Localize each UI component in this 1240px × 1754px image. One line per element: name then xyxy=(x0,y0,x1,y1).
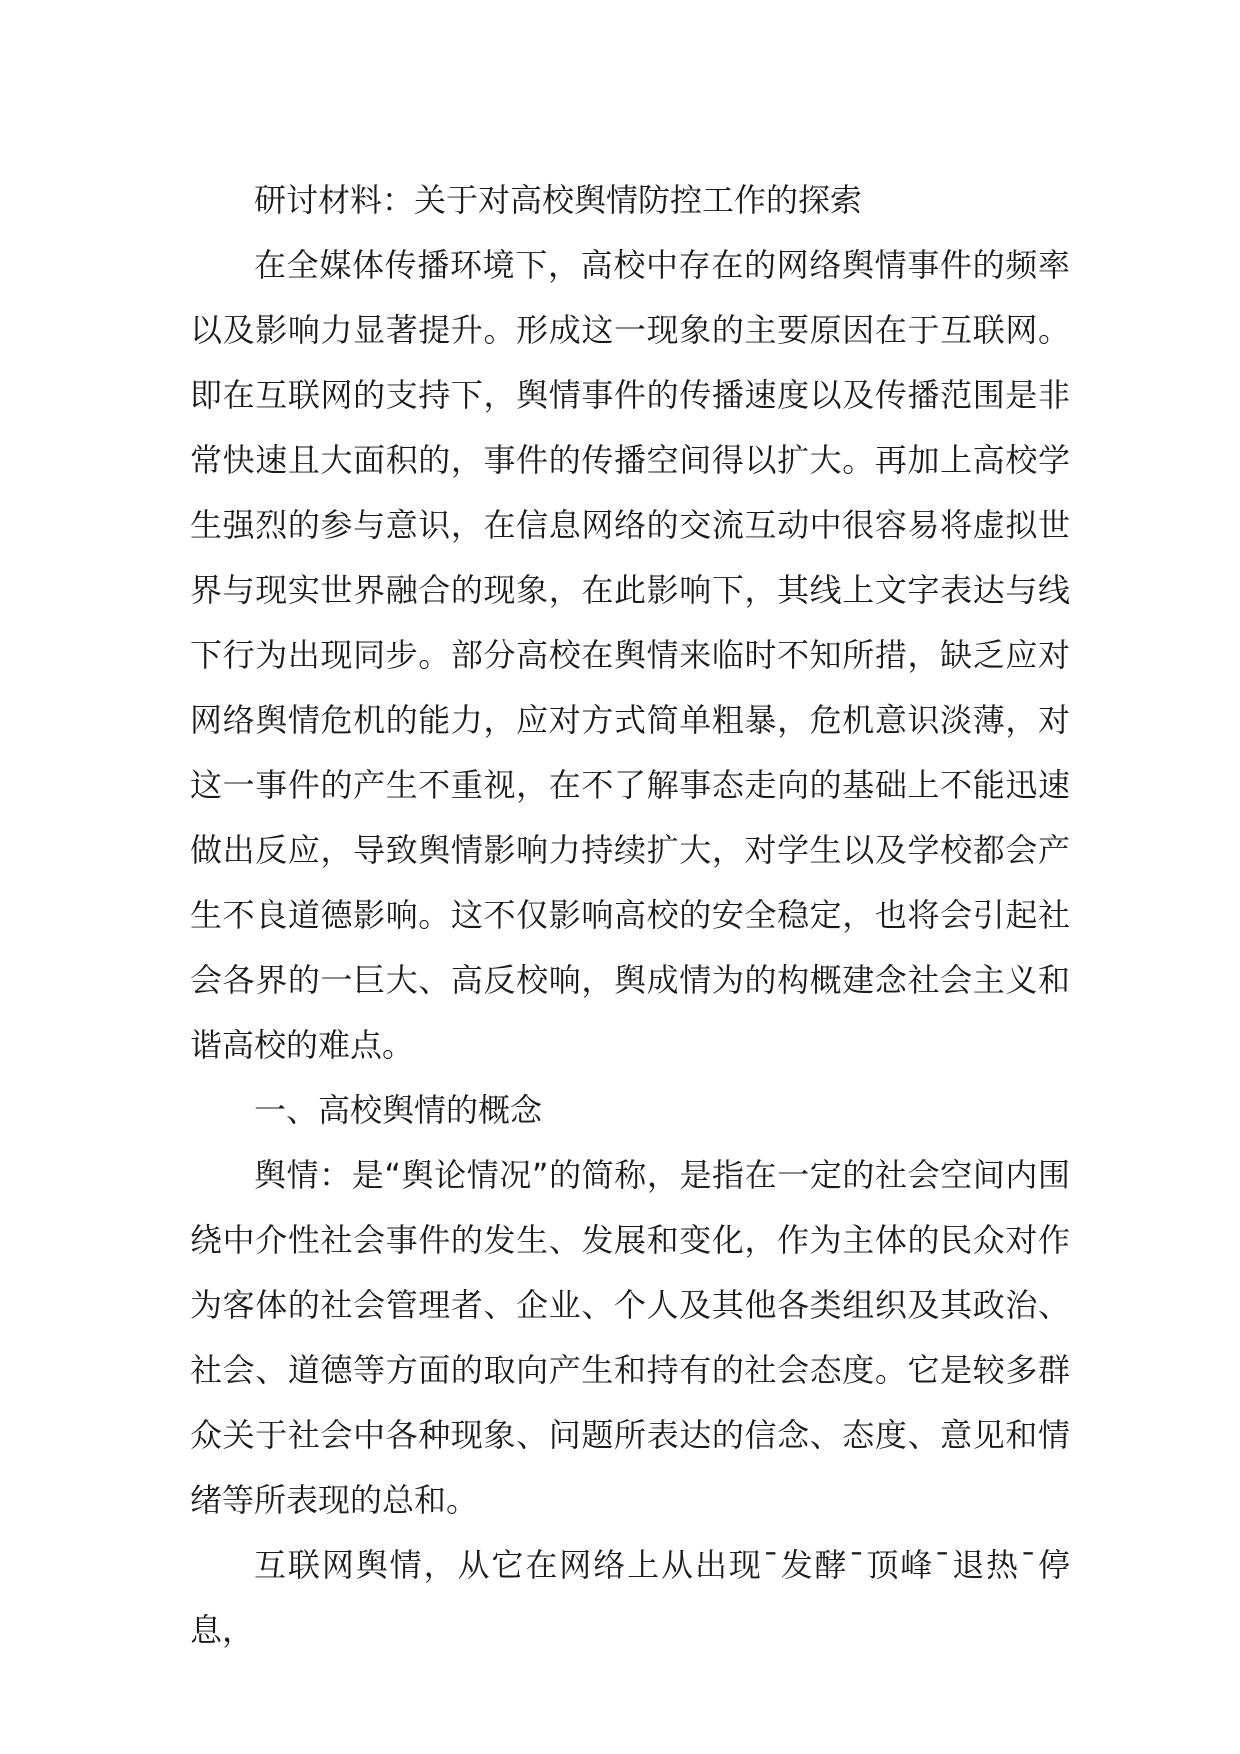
document-title: 研讨材料：关于对高校舆情防控工作的探索 xyxy=(254,181,863,219)
document-body xyxy=(190,168,1070,1663)
internet-opinion-paragraph: 互联网舆情，从它在网络上从出现¯发酵¯顶峰¯退热¯停息， xyxy=(190,1546,1070,1649)
definition-paragraph: 舆情：是“舆论情况”的简称，是指在一定的社会空间内围绕中介性社会事件的发生、发展和变化，作为主体的民众对作为客体的社会管理者、企业、个人及其他各类组织及其政治、社会、道德等方面的取向产生和持有的社会态度。它是较多群众关于社会中各种现象、问题所表达的信念、态度、意见和情绪等所表现的总和。 xyxy=(190,1156,1070,1519)
section-heading: 一、高校舆情的概念 xyxy=(254,1091,543,1129)
intro-paragraph: 在全媒体传播环境下，高校中存在的网络舆情事件的频率以及影响力显著提升。形成这一现象的主要原因在于互联网。即在互联网的支持下，舆情事件的传播速度以及传播范围是非常快速且大面积的，事件的传播空间得以扩大。再加上高校学生强烈的参与意识，在信息网络的交流互动中很容易将虚拟世界与现实世界融合的现象，在此影响下，其线上文字表达与线下行为出现同步。部分高校在舆情来临时不知所措，缺乏应对网络舆情危机的能力，应对方式简单粗暴，危机意识淡薄，对这一事件的产生不重视，在不了解事态走向的基础上不能迅速做出反应，导致舆情影响力持续扩大，对学生以及学校都会产生不良道德影响。这不仅影响高校的安全稳定，也将会引起社会各界的一巨大、高反校响，舆成情为的构概建念社会主义和谐高校的难点。 xyxy=(190,246,1070,1064)
